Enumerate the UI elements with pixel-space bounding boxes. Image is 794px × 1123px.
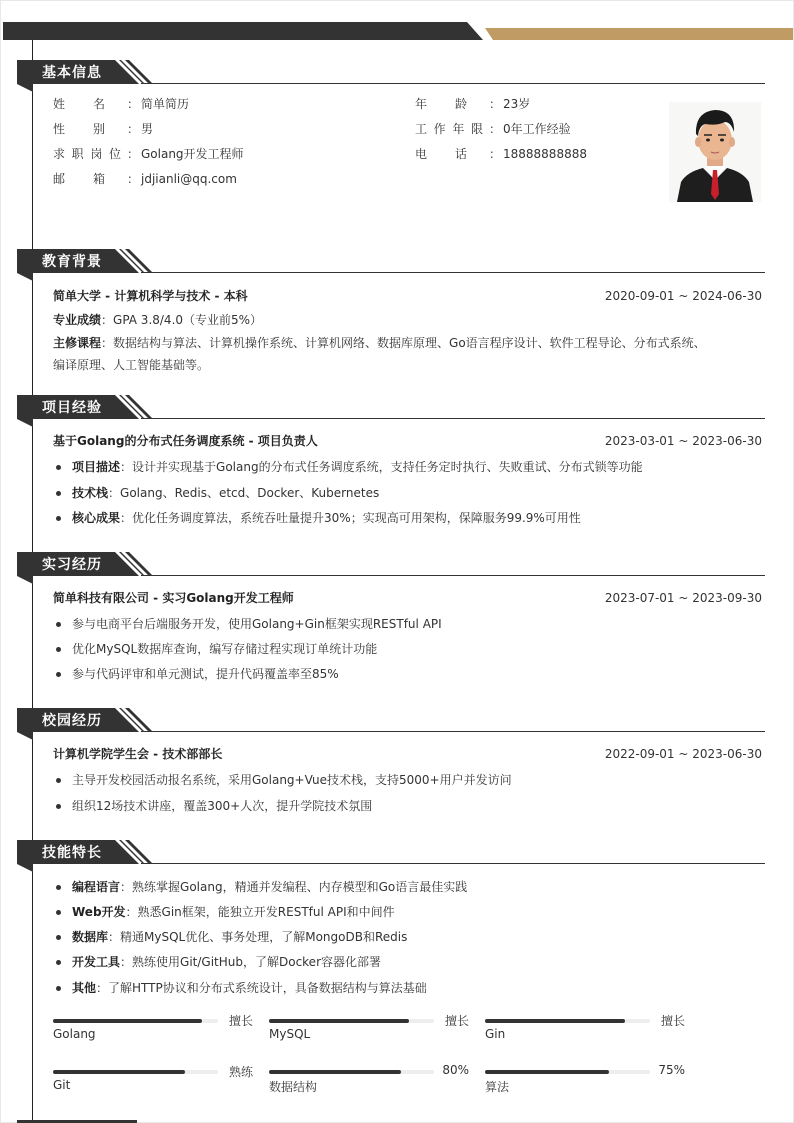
header-banner-gold <box>485 28 793 40</box>
info-phone-value: 18888888888 <box>503 147 587 161</box>
avatar-photo <box>669 102 761 202</box>
skill-bar-data-structures: 80% 数据结构 <box>269 1063 469 1094</box>
section-campus <box>17 708 765 732</box>
info-job: 求 职 岗 位 ： Golang开发工程师 <box>53 147 244 161</box>
section-internship <box>17 552 765 576</box>
info-name-value: 简单简历 <box>141 97 190 111</box>
campus-title: 计算机学院学生会 - 技术部部长 <box>53 747 223 761</box>
project-title: 基于Golang的分布式任务调度系统 - 项目负责人 <box>53 434 318 448</box>
education-date: 2020-09-01 ~ 2024-06-30 <box>604 289 762 303</box>
project-bullet: 技术栈：Golang、Redis、etcd、Docker、Kubernetes <box>56 485 379 501</box>
section-education <box>17 249 765 273</box>
section-header <box>17 395 765 419</box>
section-projects <box>17 395 765 419</box>
section-title: 校园经历 <box>42 713 102 729</box>
section-title: 实习经历 <box>42 557 102 573</box>
section-header <box>17 249 765 273</box>
info-phone: 电 话 ： 18888888888 <box>415 147 587 161</box>
internship-bullet: 优化MySQL数据库查询，编写存储过程实现订单统计功能 <box>56 641 377 657</box>
section-basic-info <box>17 60 765 84</box>
campus-bullet: 主导开发校园活动报名系统，采用Golang+Vue技术栈，支持5000+用户并发访问 <box>56 772 512 788</box>
skill-bullet: 数据库：精通MySQL优化、事务处理，了解MongoDB和Redis <box>56 929 407 945</box>
skill-bullet: 编程语言：熟练掌握Golang，精通并发编程、内存模型和Go语言最佳实践 <box>56 879 467 895</box>
info-gender-value: 男 <box>141 122 154 136</box>
info-age-value: 23岁 <box>503 97 531 111</box>
person-avatar-icon <box>669 102 761 202</box>
section-header <box>17 552 765 576</box>
info-work-years: 工 作 年 限 ： 0年工作经验 <box>415 122 571 136</box>
skill-bar-mysql: 擅长 MySQL <box>269 1014 469 1041</box>
info-gender: 性 别 ： 男 <box>53 122 154 136</box>
section-header <box>17 60 765 84</box>
internship-bullet: 参与代码评审和单元测试，提升代码覆盖率至85% <box>56 666 339 682</box>
skill-bullet: 其他：了解HTTP协议和分布式系统设计，具备数据结构与算法基础 <box>56 980 427 996</box>
section-title: 基本信息 <box>42 65 102 81</box>
campus-bullet: 组织12场技术讲座，覆盖300+人次，提升学院技术氛围 <box>56 798 372 814</box>
section-header <box>17 708 765 732</box>
internship-title: 简单科技有限公司 - 实习Golang开发工程师 <box>53 591 294 605</box>
skill-bar-gin: 擅长 Gin <box>485 1014 685 1041</box>
info-email: 邮 箱 ： jdjianli@qq.com <box>53 172 237 186</box>
internship-bullet: 参与电商平台后端服务开发，使用Golang+Gin框架实现RESTful API <box>56 616 442 632</box>
section-skills <box>17 840 765 864</box>
section-title: 技能特长 <box>42 845 102 861</box>
skill-bar-golang: 擅长 Golang <box>53 1014 253 1041</box>
section-header <box>17 840 765 864</box>
info-job-value: Golang开发工程师 <box>141 147 244 161</box>
campus-date: 2022-09-01 ~ 2023-06-30 <box>604 747 762 761</box>
header-banner-dark <box>3 22 483 40</box>
project-bullet: 核心成果：优化任务调度算法，系统吞吐量提升30%；实现高可用架构，保障服务99.9%可用性 <box>56 510 581 526</box>
education-gpa: 专业成绩：GPA 3.8/4.0（专业前5%） <box>53 313 263 327</box>
skill-bullet: 开发工具：熟练使用Git/GitHub，了解Docker容器化部署 <box>56 954 381 970</box>
info-work-years-value: 0年工作经验 <box>503 122 571 136</box>
education-courses: 主修课程：数据结构与算法、计算机操作系统、计算机网络、数据库原理、Go语言程序设计、软件工程导论、分布式系统、 <box>53 336 706 350</box>
info-email-value: jdjianli@qq.com <box>141 172 237 186</box>
skill-bullet: Web开发：熟悉Gin框架，能独立开发RESTful API和中间件 <box>56 904 395 920</box>
education-title: 简单大学 - 计算机科学与技术 - 本科 <box>53 289 248 303</box>
info-name: 姓 名 ： 简单简历 <box>53 97 190 111</box>
section-title: 教育背景 <box>42 254 102 270</box>
skill-bar-algorithms: 75% 算法 <box>485 1063 685 1094</box>
internship-date: 2023-07-01 ~ 2023-09-30 <box>604 591 762 605</box>
skill-bar-git: 熟练 Git <box>53 1065 253 1092</box>
education-courses-cont: 编译原理、人工智能基础等。 <box>53 358 210 372</box>
info-age: 年 龄 ： 23岁 <box>415 97 531 111</box>
section-title: 项目经验 <box>42 400 102 416</box>
project-date: 2023-03-01 ~ 2023-06-30 <box>604 434 762 448</box>
project-bullet: 项目描述：设计并实现基于Golang的分布式任务调度系统，支持任务定时执行、失败重试、分布式锁等功能 <box>56 459 643 475</box>
